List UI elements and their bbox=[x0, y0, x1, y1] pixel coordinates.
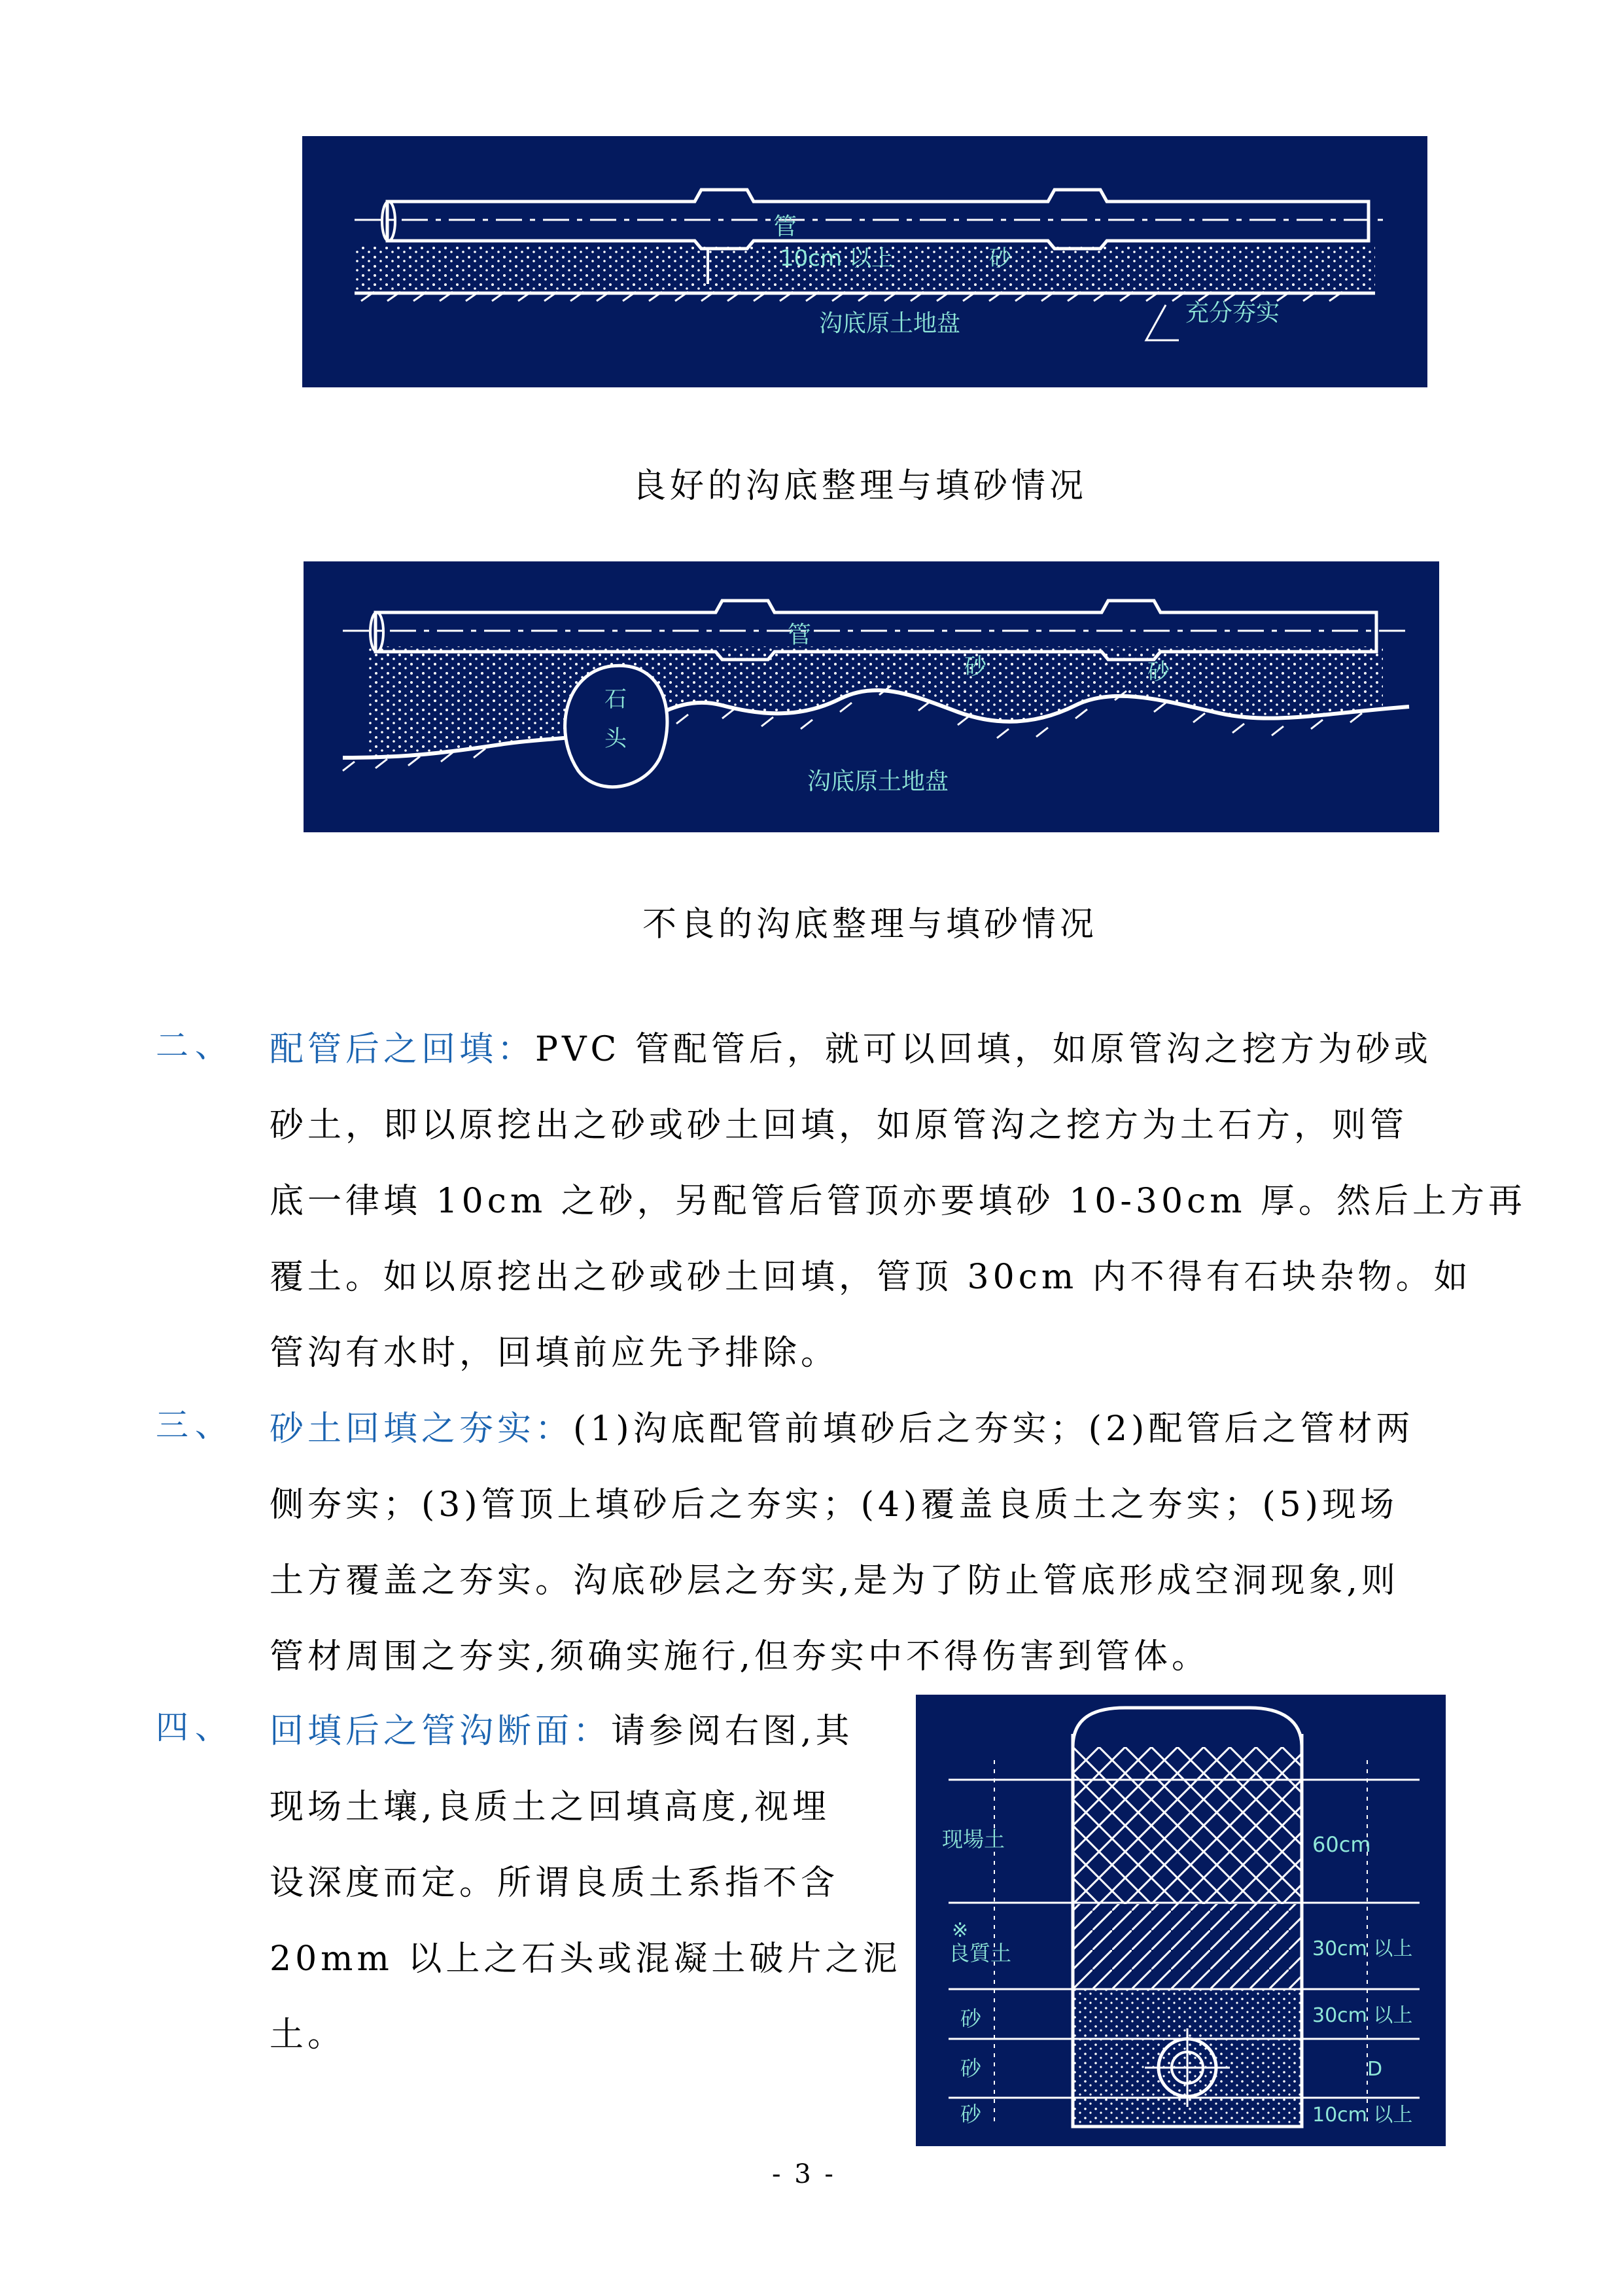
sand-layer bbox=[369, 646, 1383, 756]
section-4-line-2: 现场土壤,良质土之回填高度,视埋 bbox=[270, 1788, 831, 1827]
section-2-paragraph bbox=[270, 1012, 1526, 1391]
page-number: - 3 - bbox=[772, 2159, 836, 2189]
compact-label: 充分夯实 bbox=[1185, 300, 1280, 327]
stone-label-2: 头 bbox=[604, 726, 627, 752]
section-3-line-4: 管材周围之夯实,须确实施行,但夯实中不得伤害到管体。 bbox=[270, 1637, 1210, 1676]
ground-label: 沟底原土地盘 bbox=[807, 768, 949, 795]
label-sand-1: 砂 bbox=[960, 2006, 982, 2031]
section-2-heading: 配管后之回填： bbox=[270, 1030, 536, 1069]
figure-good-trench bbox=[302, 136, 1427, 387]
good-trench-diagram bbox=[302, 136, 1427, 387]
section-4-heading: 回填后之管沟断面： bbox=[270, 1712, 612, 1751]
depth-label: 10cm 以上 bbox=[780, 245, 894, 272]
label-diameter: D bbox=[1367, 2058, 1383, 2081]
trench-section-diagram bbox=[916, 1695, 1446, 2146]
section-2-line-2: 砂土，即以原挖出之砂或砂土回填，如原管沟之挖方为土石方，则管 bbox=[270, 1106, 1408, 1145]
section-3-line-3: 土方覆盖之夯实。沟底砂层之夯实,是为了防止管底形成空洞现象,则 bbox=[270, 1561, 1400, 1600]
label-30cm-2: 30cm 以上 bbox=[1312, 2004, 1413, 2027]
section-3-marker: 三、 bbox=[156, 1406, 234, 1444]
label-60cm: 60cm bbox=[1312, 1832, 1371, 1857]
caption-good: 良好的沟底整理与填砂情况 bbox=[632, 467, 1088, 506]
section-4-line-1: 请参阅右图,其 bbox=[611, 1712, 854, 1751]
pipe-label: 管 bbox=[788, 622, 812, 648]
figure-trench-section bbox=[916, 1695, 1446, 2146]
figure-bad-trench bbox=[304, 561, 1439, 832]
label-10cm: 10cm 以上 bbox=[1312, 2104, 1413, 2127]
sand-label-2: 砂 bbox=[1147, 659, 1170, 685]
ground-label: 沟底原土地盘 bbox=[819, 310, 961, 337]
section-4-line-4: 20mm 以上之石头或混凝土破片之泥 bbox=[270, 1939, 901, 1979]
section-2-line-3: 底一律填 10cm 之砂，另配管后管顶亦要填砂 10-30cm 厚。然后上方再 bbox=[270, 1182, 1527, 1221]
section-4-paragraph bbox=[270, 1693, 901, 2073]
label-sand-2: 砂 bbox=[960, 2056, 982, 2081]
section-2-line-5: 管沟有水时，回填前应先予排除。 bbox=[270, 1333, 839, 1373]
label-good-soil: 良質土 bbox=[949, 1941, 1012, 1966]
section-3-heading: 砂土回填之夯实： bbox=[270, 1409, 574, 1449]
section-4-marker: 四、 bbox=[156, 1708, 234, 1746]
label-sand-3: 砂 bbox=[960, 2102, 982, 2127]
bad-trench-diagram bbox=[304, 561, 1439, 832]
sand-label-1: 砂 bbox=[964, 654, 986, 680]
label-30cm-1: 30cm 以上 bbox=[1312, 1937, 1413, 1960]
section-2-line-1: PVC 管配管后，就可以回填，如原管沟之挖方为砂或 bbox=[535, 1030, 1432, 1069]
section-4-line-5: 土。 bbox=[270, 2015, 346, 2055]
section-3-paragraph bbox=[270, 1391, 1414, 1695]
section-4-line-3: 设深度而定。所谓良质土系指不含 bbox=[270, 1863, 839, 1903]
label-site-soil: 现場土 bbox=[942, 1827, 1005, 1852]
sand-label: 砂 bbox=[989, 245, 1011, 272]
section-3-line-1: (1)沟底配管前填砂后之夯实；(2)配管后之管材两 bbox=[573, 1409, 1414, 1449]
section-3-line-2: 侧夯实；(3)管顶上填砂后之夯实；(4)覆盖良质土之夯实；(5)现场 bbox=[270, 1485, 1398, 1525]
good-soil-layer bbox=[1073, 1904, 1302, 1989]
asterisk-mark: ※ bbox=[952, 1919, 969, 1942]
stone-label-1: 石 bbox=[604, 686, 627, 713]
section-2-marker: 二、 bbox=[156, 1027, 234, 1065]
caption-bad: 不良的沟底整理与填砂情况 bbox=[642, 905, 1098, 944]
pipe-label: 管 bbox=[773, 213, 797, 240]
section-2-line-4: 覆土。如以原挖出之砂或砂土回填，管顶 30cm 内不得有石块杂物。如 bbox=[270, 1258, 1472, 1297]
site-soil-layer bbox=[1073, 1747, 1302, 1904]
